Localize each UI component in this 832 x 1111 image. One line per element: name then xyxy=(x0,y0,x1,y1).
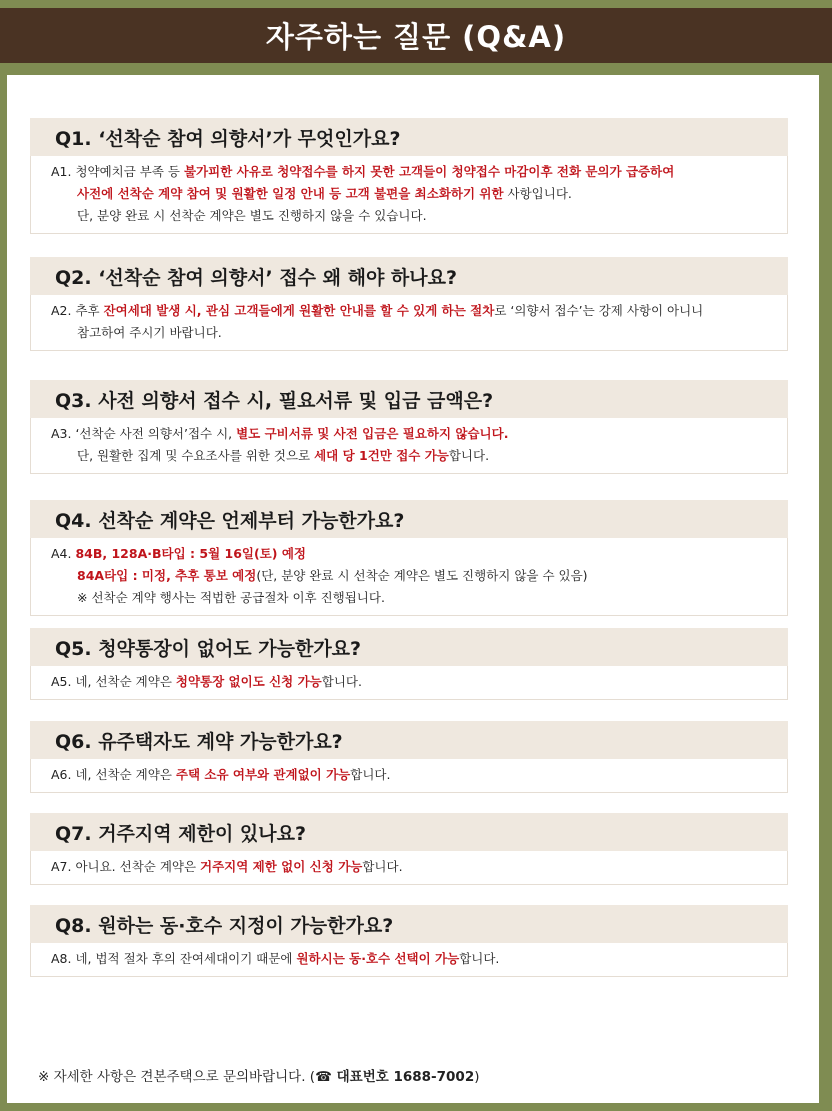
answer-line xyxy=(51,543,777,565)
qa-item xyxy=(30,628,788,700)
answer-line xyxy=(51,671,777,693)
answer-highlight: 세대 당 1건만 접수 가능 xyxy=(314,448,449,463)
answer-segment: 합니다. xyxy=(448,448,490,463)
answer-segment: A2. 추후 xyxy=(51,303,104,318)
page-header xyxy=(0,8,832,63)
answer-highlight: 청약통장 없이도 신청 가능 xyxy=(175,674,322,689)
question-heading: Q8. 원하는 동·호수 지정이 가능한가요? xyxy=(30,905,788,943)
question-heading: Q1. ‘선착순 참여 의향서’가 무엇인가요? xyxy=(30,118,788,156)
answer-highlight: 84A타입 : 미정, 추후 통보 예정 xyxy=(77,568,257,583)
question-heading: Q2. ‘선착순 참여 의향서’ 접수 왜 해야 하나요? xyxy=(30,257,788,295)
answer-line xyxy=(51,587,777,609)
qa-item xyxy=(30,905,788,977)
paren-open: ( xyxy=(309,1069,316,1085)
answer-highlight: 불가피한 사유로 청약접수를 하지 못한 고객들이 청약접수 마감이후 전화 문의가 급증하여 xyxy=(183,164,675,179)
answer-line xyxy=(51,205,777,227)
qa-item xyxy=(30,813,788,885)
qa-item xyxy=(30,257,788,351)
answer-line xyxy=(51,183,777,205)
footer-text: ※ 자세한 사항은 견본주택으로 문의바랍니다. xyxy=(38,1069,310,1085)
answer-highlight: 주택 소유 여부와 관계없이 가능 xyxy=(175,767,351,782)
answer-line xyxy=(51,565,777,587)
answer-segment: A6. 네, 선착순 계약은 xyxy=(51,767,176,782)
answer-segment: 사항입니다. xyxy=(503,186,572,201)
answer-segment: 합니다. xyxy=(321,674,362,689)
answer-line xyxy=(51,445,777,467)
question-heading: Q6. 유주택자도 계약 가능한가요? xyxy=(30,721,788,759)
answer-segment: 합니다. xyxy=(459,951,500,966)
qa-item xyxy=(30,721,788,793)
answer-segment: (단, 분양 완료 시 선착순 계약은 별도 진행하지 않을 수 있음) xyxy=(256,568,588,583)
answer-text xyxy=(30,666,788,700)
answer-segment: 합니다. xyxy=(350,767,391,782)
answer-segment: 합니다. xyxy=(362,859,403,874)
answer-segment: A8. 네, 법적 절차 후의 잔여세대이기 때문에 xyxy=(51,951,297,966)
question-heading: Q5. 청약통장이 없어도 가능한가요? xyxy=(30,628,788,666)
answer-segment: 로 ‘의향서 접수’는 강제 사항이 아니니 xyxy=(494,303,704,318)
top-strip xyxy=(0,0,832,8)
answer-line xyxy=(51,423,777,445)
answer-segment: 단, 원활한 집계 및 수요조사를 위한 것으로 xyxy=(77,448,315,463)
answer-text xyxy=(30,538,788,616)
question-heading: Q7. 거주지역 제한이 있나요? xyxy=(30,813,788,851)
qa-item xyxy=(30,500,788,616)
answer-text xyxy=(30,156,788,234)
answer-segment: A1. 청약예치금 부족 등 xyxy=(51,164,184,179)
answer-line xyxy=(51,856,777,878)
answer-highlight: 원하시는 동·호수 선택이 가능 xyxy=(296,951,460,966)
answer-line xyxy=(51,322,777,344)
answer-line xyxy=(51,300,777,322)
answer-text xyxy=(30,759,788,793)
question-heading: Q3. 사전 의향서 접수 시, 필요서류 및 입금 금액은? xyxy=(30,380,788,418)
answer-text xyxy=(30,943,788,977)
answer-segment: A7. 아니요. 선착순 계약은 xyxy=(51,859,201,874)
answer-segment: A5. 네, 선착순 계약은 xyxy=(51,674,176,689)
qa-item xyxy=(30,118,788,234)
answer-segment: 참고하여 주시기 바랍니다. xyxy=(77,325,222,340)
answer-text xyxy=(30,851,788,885)
paren-close: ) xyxy=(474,1069,480,1085)
answer-highlight: 사전에 선착순 계약 참여 및 원활한 일정 안내 등 고객 불편을 최소화하기 위한 xyxy=(77,186,504,201)
phone-icon: ☎ xyxy=(315,1069,332,1085)
qa-item xyxy=(30,380,788,474)
answer-highlight: 잔여세대 발생 시, 관심 고객들에게 원활한 안내를 할 수 있게 하는 절차 xyxy=(103,303,495,318)
page-title: 자주하는 질문 (Q&A) xyxy=(265,20,567,54)
answer-highlight: 84B, 128A·B타입 : 5월 16일(토) 예정 xyxy=(75,546,306,561)
answer-text xyxy=(30,418,788,474)
answer-line xyxy=(51,764,777,786)
phone-number: 대표번호 1688-7002 xyxy=(331,1069,475,1085)
answer-highlight: 거주지역 제한 없이 신청 가능 xyxy=(200,859,363,874)
answer-segment: 단, 분양 완료 시 선착순 계약은 별도 진행하지 않을 수 있습니다. xyxy=(77,208,427,223)
answer-segment: A4. xyxy=(51,546,76,561)
answer-text xyxy=(30,295,788,351)
answer-line xyxy=(51,161,777,183)
answer-line xyxy=(51,948,777,970)
answer-highlight: 별도 구비서류 및 사전 입금은 필요하지 않습니다. xyxy=(236,426,509,441)
footer-note xyxy=(38,1065,480,1085)
question-heading: Q4. 선착순 계약은 언제부터 가능한가요? xyxy=(30,500,788,538)
answer-segment: A3. ‘선착순 사전 의향서’접수 시, xyxy=(51,426,237,441)
answer-segment: ※ 선착순 계약 행사는 적법한 공급절차 이후 진행됩니다. xyxy=(77,590,385,605)
